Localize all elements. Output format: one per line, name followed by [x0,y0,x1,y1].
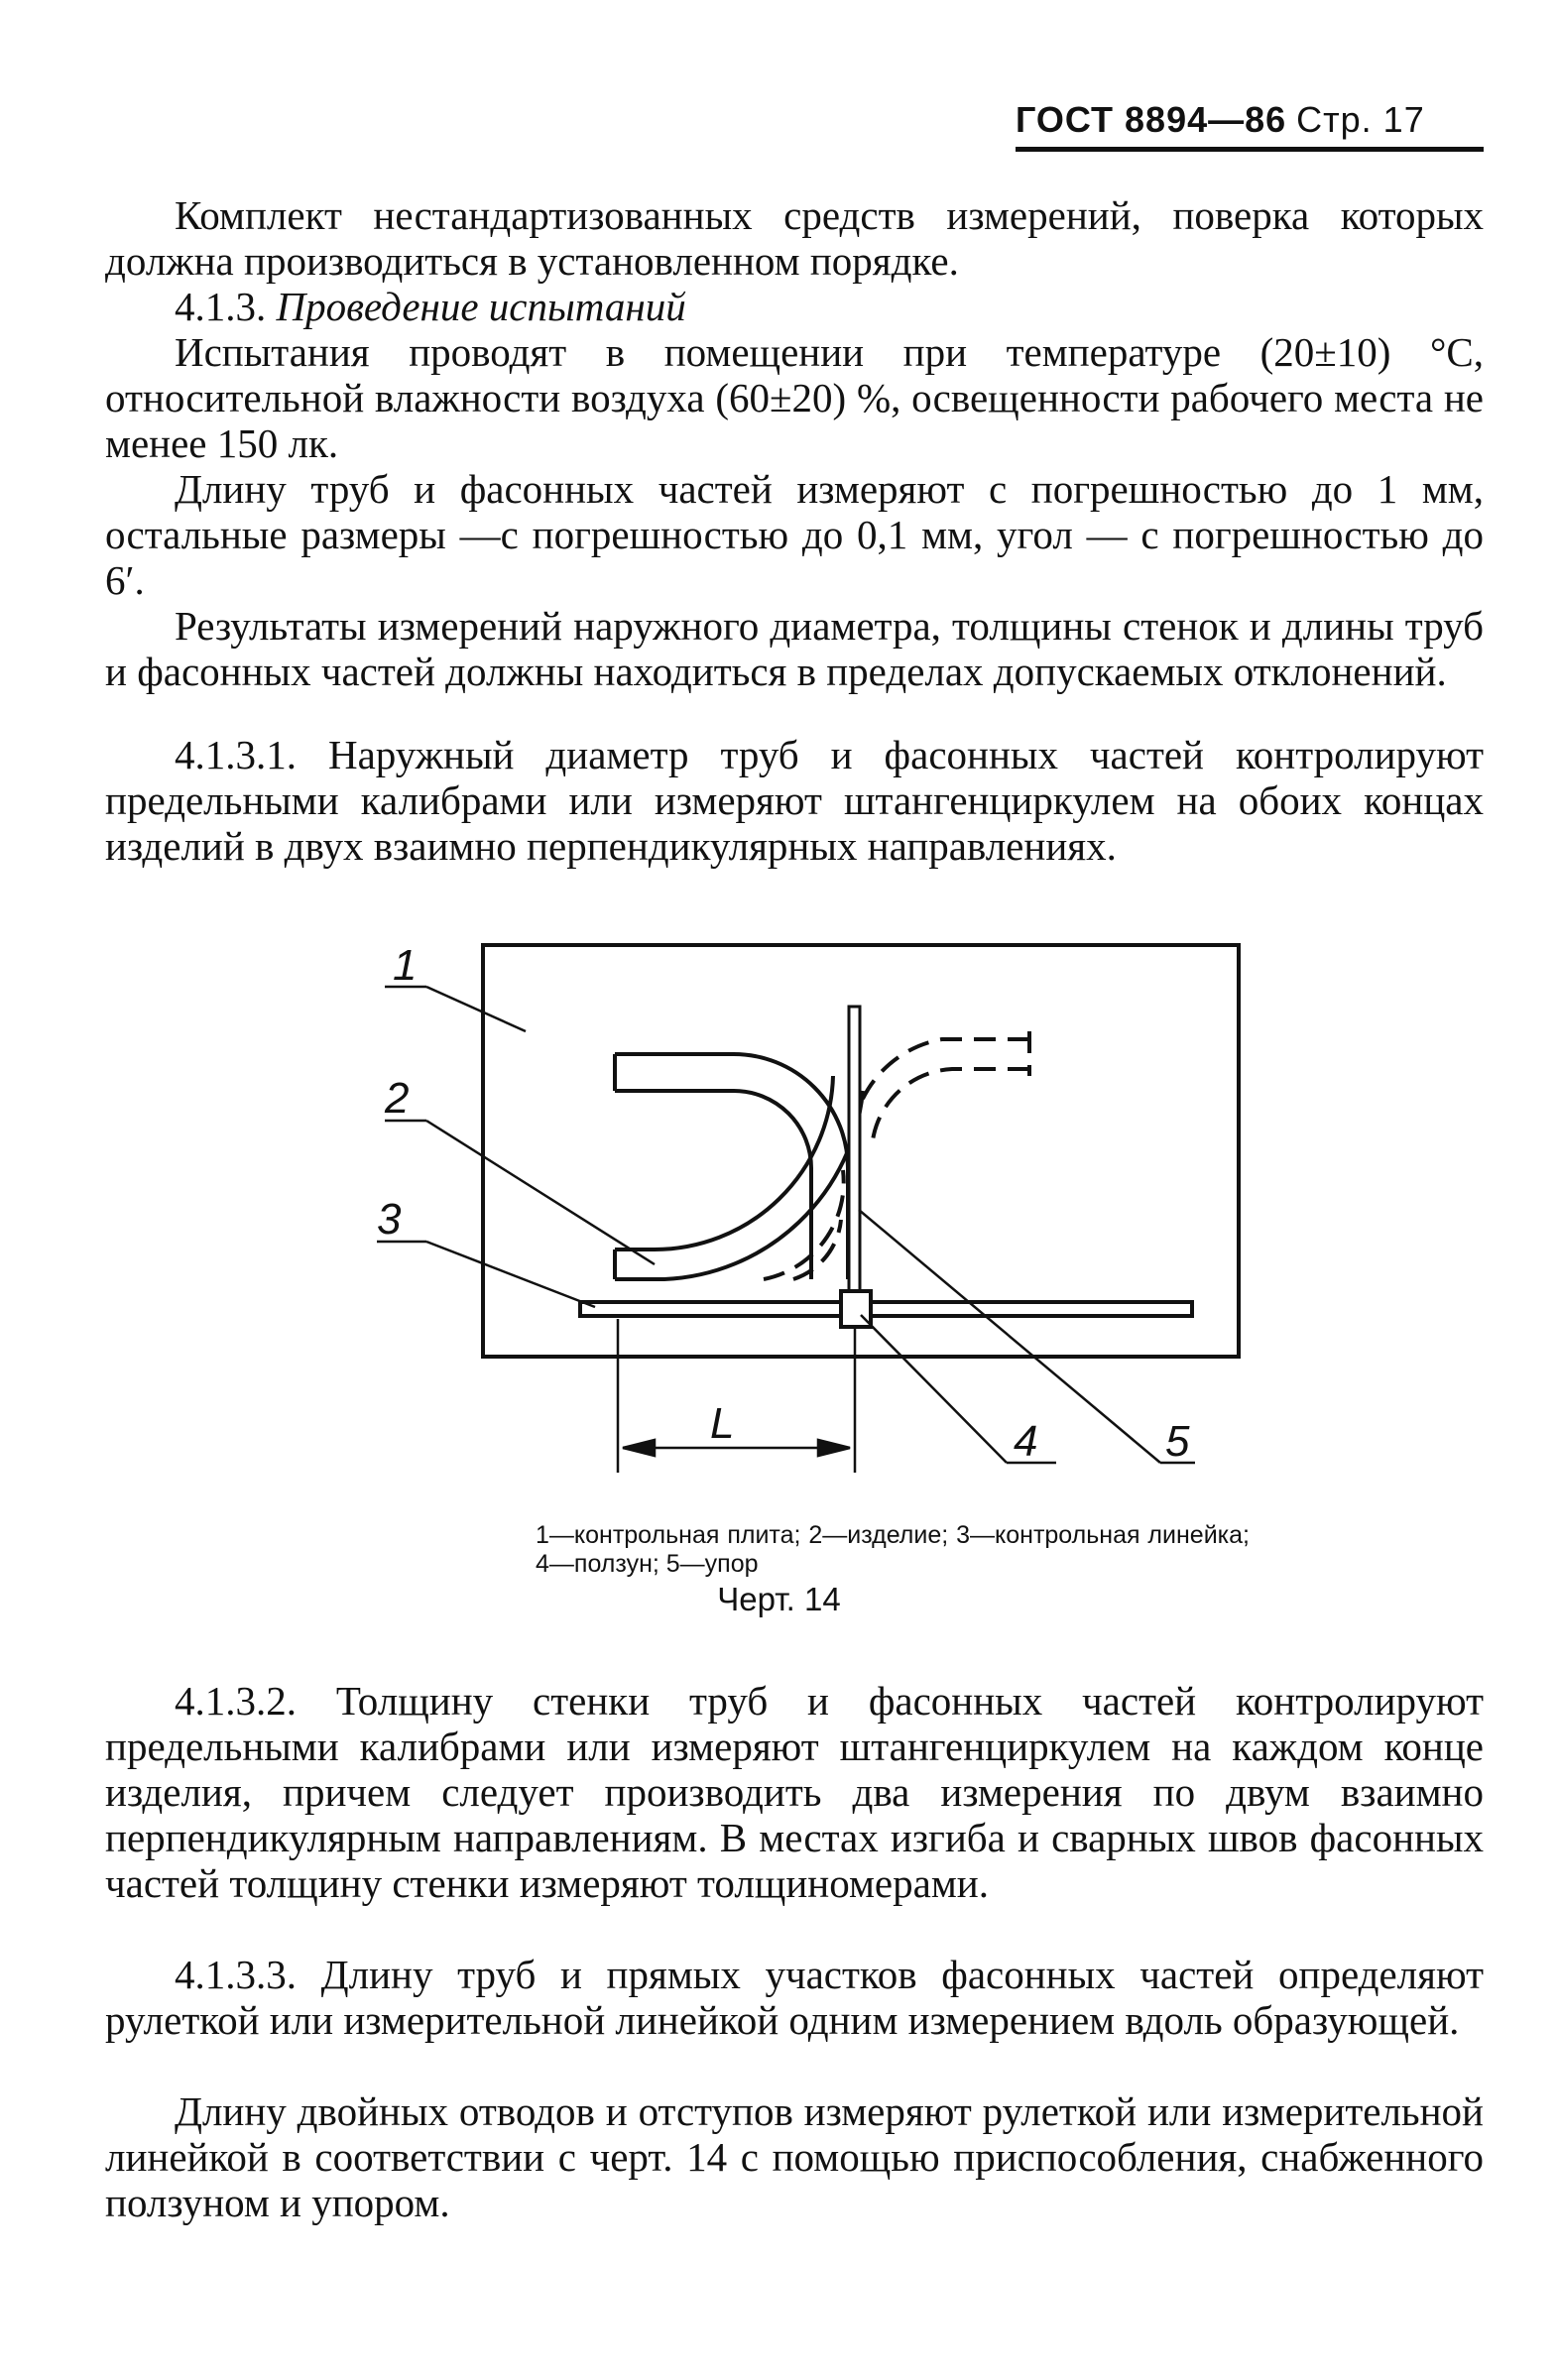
paragraph-double-bends: Длину двойных отводов и отступов измеряют рулеткой или измерительной линейкой в соответствии с черт. 14 с помощью приспособления, снабженного ползуном и упором. [105,2088,1484,2225]
dimension-l [618,1319,855,1473]
product-pipe [615,1054,863,1279]
figure-caption: Черт. 14 [717,1581,841,1617]
label-5: 5 [1165,1417,1190,1466]
section-number: 4.1.3. [175,284,267,329]
paragraph-4-1-3-3: 4.1.3.3. Длину труб и прямых участков фасонных частей определяют рулеткой или измерительной линейкой одним измерением вдоль образующей. [105,1952,1484,2043]
label-2: 2 [385,1074,410,1123]
paragraph-results: Результаты измерений наружного диаметра, толщины стенок и длины труб и фасонных частей должны находиться в пределах допускаемых отклонений. [105,603,1484,694]
leader-lines [377,987,1195,1463]
paragraph-accuracy: Длину труб и фасонных частей измеряют с погрешностью до 1 мм, остальные размеры —с погрешностью до 0,1 мм, угол — с погрешностью до 6′. [105,466,1484,603]
paragraph-instruments: Комплект нестандартизованных средств измерений, поверка которых должна производиться в установленном порядке. [105,192,1484,284]
standard-number: ГОСТ 8894—86 [1016,99,1287,140]
section-heading-4-1-3 [105,284,1484,329]
control-ruler [580,1302,1192,1316]
page-number: Стр. 17 [1296,99,1425,140]
figure-legend: 1—контрольная плита; 2—изделие; 3—контрольная линейка; 4—ползун; 5—упор [536,1521,1250,1578]
paragraph-4-1-3-1: 4.1.3.1. Наружный диаметр труб и фасонных частей контролируют предельными калибрами или измеряют штангенциркулем на обоих концах изделий в двух взаимно перпендикулярных направлениях. [105,732,1484,869]
paragraph-4-1-3-2: 4.1.3.2. Толщину стенки труб и фасонных частей контролируют предельными калибрами или измеряют штангенциркулем на каждом конце изделия, причем следует производить два измерения по двум взаимно перпендикулярным направлениям. В местах изгиба и сварных швов фасонных частей толщину стенки измеряют толщиномерами. [105,1678,1484,1906]
label-3: 3 [377,1195,402,1244]
label-1: 1 [393,941,418,990]
label-dim-l: L [710,1399,735,1448]
page-header [1016,99,1425,141]
stop-post [849,1007,860,1304]
label-4: 4 [1014,1417,1038,1466]
section-title: Проведение испытаний [276,284,686,329]
header-rule [1016,147,1484,152]
figure-chert-14 [0,922,1558,1517]
paragraph-conditions: Испытания проводят в помещении при температуре (20±10) °С, относительной влажности воздуха (60±20) %, освещенности рабочего места не менее 150 лк. [105,329,1484,466]
